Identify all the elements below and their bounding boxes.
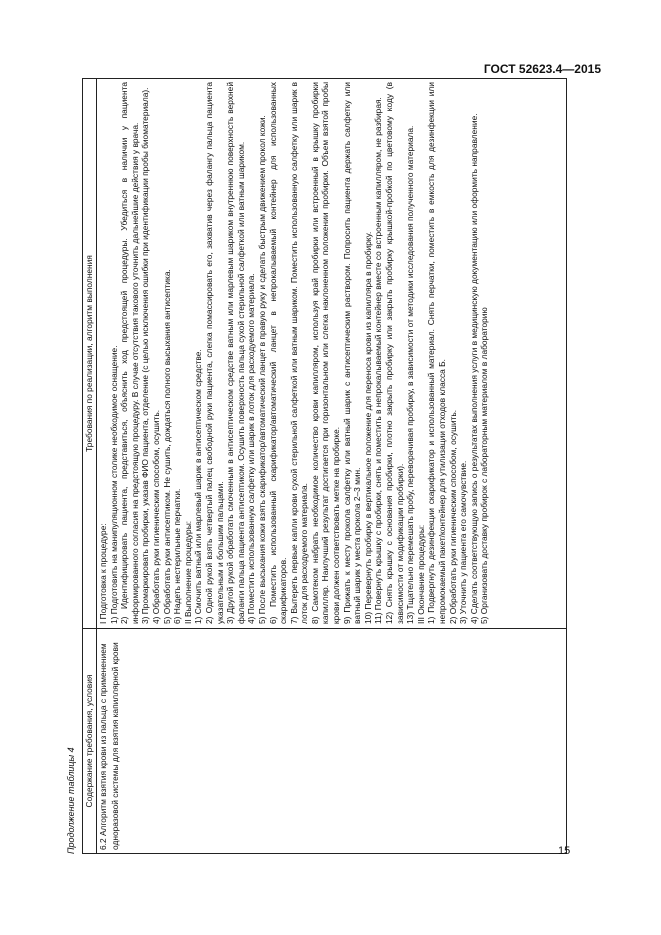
requirement-item: 5) Организовать доставку пробирок с лабораторным материалом в лабораторию (479, 307, 490, 624)
document-code: ГОСТ 52623.4—2015 (483, 62, 601, 76)
table-caption: Продолжение таблицы 4 (66, 747, 76, 854)
requirements-table (82, 78, 567, 854)
page-number: 15 (558, 845, 571, 857)
requirement-item: 4) Обработать руки гигиеническим способом, осушить. (150, 409, 161, 624)
requirement-item: 13) Тщательно перемешать пробу, переворачивая пробирку, в зависимости от методики исследования полученного материала. (405, 125, 416, 624)
table-body (97, 79, 566, 853)
requirement-item: II Выполнение процедуры: (182, 520, 193, 624)
requirement-item: 12) Снять крышку с основания пробирки, плотно закрыть пробирку или закрыть пробирку крышкой-пробкой по цветовому коду (в зависимости от модификации пробирки). (384, 82, 405, 624)
requirement-item: 5) После высыхания кожи взять скарификатор/автоматический ланцет в правую руку и сделать быстрым движением прокол кожи. (256, 115, 267, 624)
requirement-item: III Окончание процедуры: (415, 524, 426, 624)
condition-cell: 6.2 Алгоритм взятия крови из пальца с применением одноразовой системы для взятия капиллярной крови (98, 642, 120, 850)
column-divider (97, 628, 566, 629)
requirement-item: 9) Прижать к месту прокола салфетку или ватный шарик с антисептическим раствором. Попросить пациента держать салфетку или ватный шарик у места прокола 2–3 мин. (341, 82, 363, 624)
requirement-item: 6) Поместить использованный скарификатор/автоматический ланцет в непрокалываемый контейнер для использованных скарификаторов. (267, 82, 289, 624)
requirement-item: 10) Перевернуть пробирку в вертикальное положение для переноса крови из капилляра в пробирку. (362, 231, 373, 624)
requirement-item: 4) Поместить использованную салфетку или шарик в лоток для расходуемого материала. (246, 273, 257, 624)
rotated-table-region (66, 78, 567, 854)
requirement-item: 8) Самотеком набрать необходимое количество крови капилляром, используя край пробирки или встроенный в крышку пробирки капилляр. Наилучший результат достигается при горизонтальном или слегка наклоненном положении пробирки. Объем взятой пробы крови должен соответствовать метке на пробирке. (309, 82, 342, 624)
requirement-item: 6) Надеть нестерильные перчатки. (172, 488, 183, 624)
requirement-item: 3) Промаркировать пробирки, указав ФИО пациента, отделение (с целью исключения ошибки при идентификации пробы биоматериала). (140, 87, 151, 624)
requirement-item: 1) Подготовить на манипуляционном столике необходимое оснащение. (108, 345, 119, 624)
requirement-item: 1) Смочить ватный или марлевый шарик в антисептическом средстве. (193, 349, 204, 624)
requirement-item: 11) Повернуть крышку с пробирки, снять и поместить в непрокалываемый контейнер вместе со встроенным капилляром, не разбирая. (373, 97, 384, 624)
requirement-item: 2) Идентифицировать пациента, представиться, объяснить ход предстоящей процедуры. Убедиться в наличии у пациента информированного согласия на предстоящую процедуру. В случае отсутствия такового уточнить дальнейшие действия у врача. (119, 82, 140, 624)
requirement-item: 5) Обработать руки антисептиком. Не сушить, дождаться полного высыхания антисептика. (161, 269, 172, 624)
requirement-item: 3) Уточнить у пациента его самочувствие. (458, 460, 469, 624)
header-requirements: Требования по реализации, алгоритм выполнения (84, 255, 94, 452)
requirement-item: 2) Обработать руки гигиеническим способом, осушить. (447, 409, 458, 624)
requirement-item: 3) Другой рукой обработать смоченным в антисептическом средстве ватным или марлевым шариком внутреннюю поверхность верхней фаланги пальца пациента антисептиком. Осушить поверхность пальца сухой стерильной салфеткой или ватным шариком. (225, 82, 246, 624)
requirement-item: 1) Подвергнуть дезинфекции скарификатор и использованный материал. Снять перчатки, поместить в емкость для дезинфекции или непромокаемый пакет/контейнер для утилизации отходов класса Б. (426, 82, 447, 624)
header-condition: Содержание требования, условия (83, 628, 96, 853)
table-header-row (83, 79, 97, 853)
requirement-item: 4) Сделать соответствующую запись о результатах выполнения услуги в медицинскую документацию или оформить направление. (468, 113, 479, 624)
requirements-cell (98, 82, 490, 624)
requirement-item: I Подготовка к процедуре: (98, 523, 108, 624)
requirement-item: 7) Вытереть первые капли крови сухой стерильной салфеткой или ватным шариком. Поместить использованную салфетку или шарик в лоток для расходуемого материала. (288, 82, 310, 624)
requirement-item: 2) Одной рукой взять четвертый палец свободной руки пациента, слегка помассировать его, захватив через фалангу пальца пациента указательным и большим пальцами. (203, 82, 225, 624)
